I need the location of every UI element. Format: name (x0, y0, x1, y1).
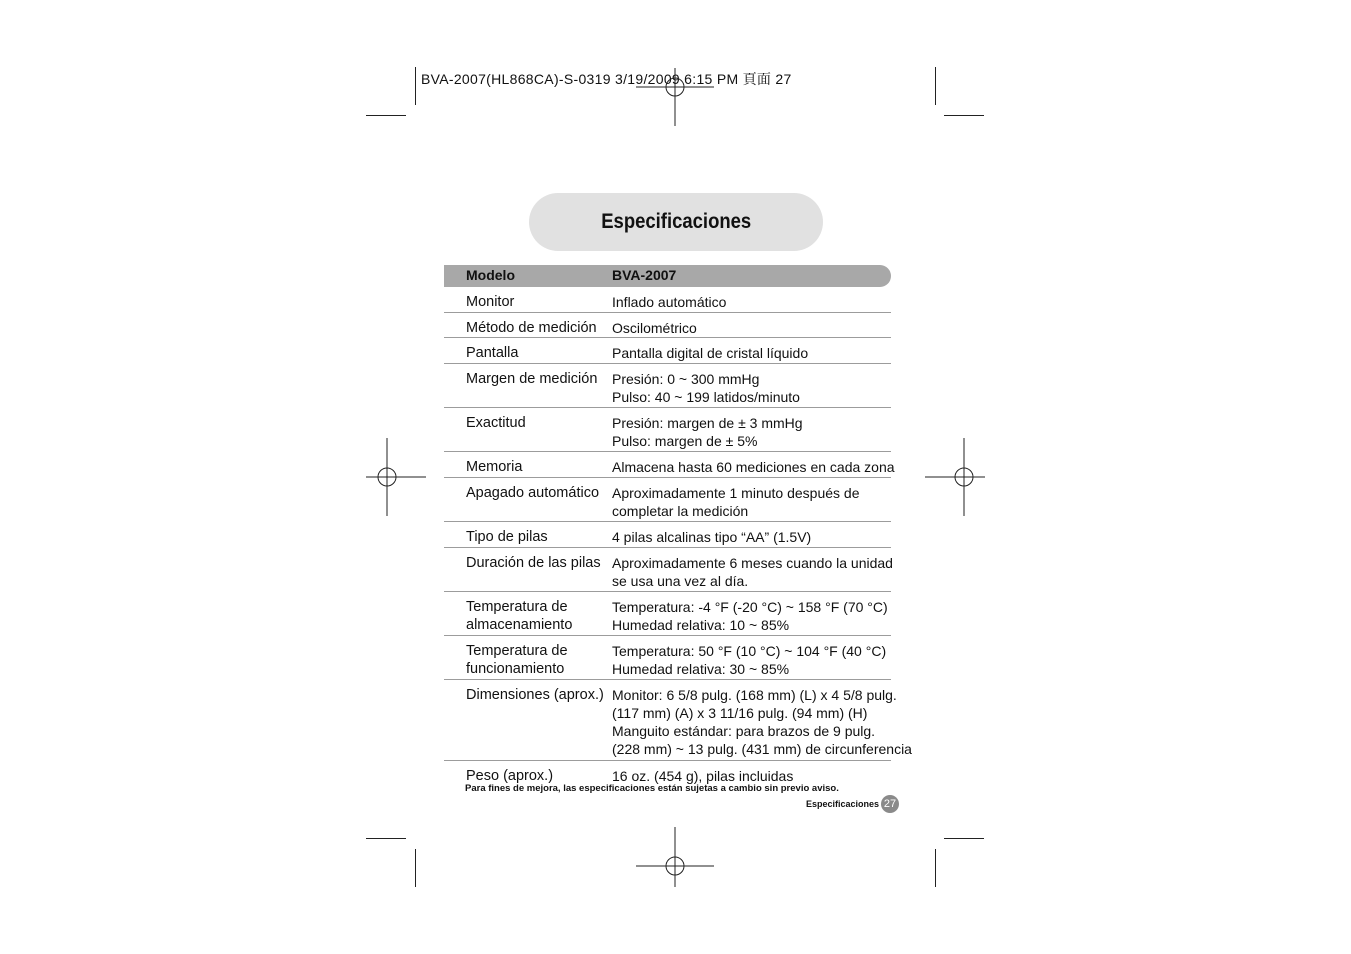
row-label: Tipo de pilas (466, 529, 548, 545)
row-value: Presión: 0 ~ 300 mmHg Pulso: 40 ~ 199 latidos/minuto (612, 371, 800, 405)
table-header (444, 265, 891, 287)
table-row (444, 592, 891, 636)
print-slug: BVA-2007(HL868CA)-S-0319 3/19/2009 6:15 PM 頁面 27 (421, 71, 792, 87)
table-row (444, 761, 891, 785)
row-value: Oscilométrico (612, 320, 697, 336)
registration-mark-icon (348, 438, 426, 516)
row-value: Aproximadamente 1 minuto después de completar la medición (612, 485, 860, 519)
row-value: Temperatura: 50 °F (10 °C) ~ 104 °F (40 °C) Humedad relativa: 30 ~ 85% (612, 643, 887, 677)
row-value: Temperatura: -4 °F (-20 °C) ~ 158 °F (70 °C) Humedad relativa: 10 ~ 85% (612, 599, 888, 633)
row-label: Monitor (466, 294, 515, 310)
table-row (444, 680, 912, 761)
row-label: Margen de medición (466, 371, 598, 387)
table-row (444, 338, 891, 364)
footer-section-label: Especificaciones (806, 799, 880, 809)
page-title: Especificaciones (601, 210, 751, 233)
row-value: 16 oz. (454 g), pilas incluidas (612, 768, 794, 784)
registration-mark-icon (636, 48, 714, 126)
row-label: Duración de las pilas (466, 555, 601, 571)
page-title-banner (529, 193, 823, 251)
header-value: BVA-2007 (612, 267, 677, 283)
header-label: Modelo (466, 267, 515, 283)
table-row (444, 313, 891, 338)
row-label: Memoria (466, 459, 523, 475)
row-label: Temperatura de funcionamiento (466, 643, 568, 677)
row-value: Almacena hasta 60 mediciones en cada zona (612, 459, 895, 475)
footnote: Para fines de mejora, las especificaciones están sujetas a cambio sin previo aviso. (465, 783, 839, 794)
crop-mark (944, 115, 984, 116)
row-value: Monitor: 6 5/8 pulg. (168 mm) (L) x 4 5/8 pulg. (117 mm) (A) x 3 11/16 pulg. (94 mm) (H) Manguito estándar: para brazos de 9 pulg. (228 mm) ~ 13 pulg. (431 mm) de circunferencia (612, 687, 912, 757)
row-value: Aproximadamente 6 meses cuando la unidad se usa una vez al día. (612, 555, 893, 589)
row-label: Dimensiones (aprox.) (466, 687, 604, 703)
row-label: Apagado automático (466, 485, 600, 501)
row-value: Inflado automático (612, 294, 727, 310)
crop-mark (935, 67, 936, 105)
table-row (444, 522, 891, 548)
crop-mark (366, 115, 406, 116)
crop-mark (935, 849, 936, 887)
registration-mark-icon (636, 827, 714, 905)
crop-mark (415, 67, 416, 105)
table-row (444, 408, 891, 452)
table-row (444, 636, 891, 680)
row-label: Método de medición (466, 320, 597, 336)
row-label: Exactitud (466, 415, 526, 431)
table-row (444, 287, 891, 313)
registration-mark-icon (925, 438, 1003, 516)
row-value: 4 pilas alcalinas tipo “AA” (1.5V) (612, 529, 812, 545)
crop-mark (415, 849, 416, 887)
table-row (444, 478, 891, 522)
spec-table (444, 265, 912, 785)
row-label: Pantalla (466, 345, 519, 361)
row-label: Peso (aprox.) (466, 768, 554, 784)
crop-mark (944, 838, 984, 839)
table-row (444, 364, 891, 408)
page-number-badge: 27 (881, 795, 899, 813)
crop-mark (366, 838, 406, 839)
row-label: Temperatura de almacenamiento (466, 599, 573, 633)
row-value: Presión: margen de ± 3 mmHg Pulso: margen de ± 5% (612, 415, 803, 449)
table-row (444, 548, 891, 592)
table-row (444, 452, 895, 478)
row-value: Pantalla digital de cristal líquido (612, 345, 809, 361)
